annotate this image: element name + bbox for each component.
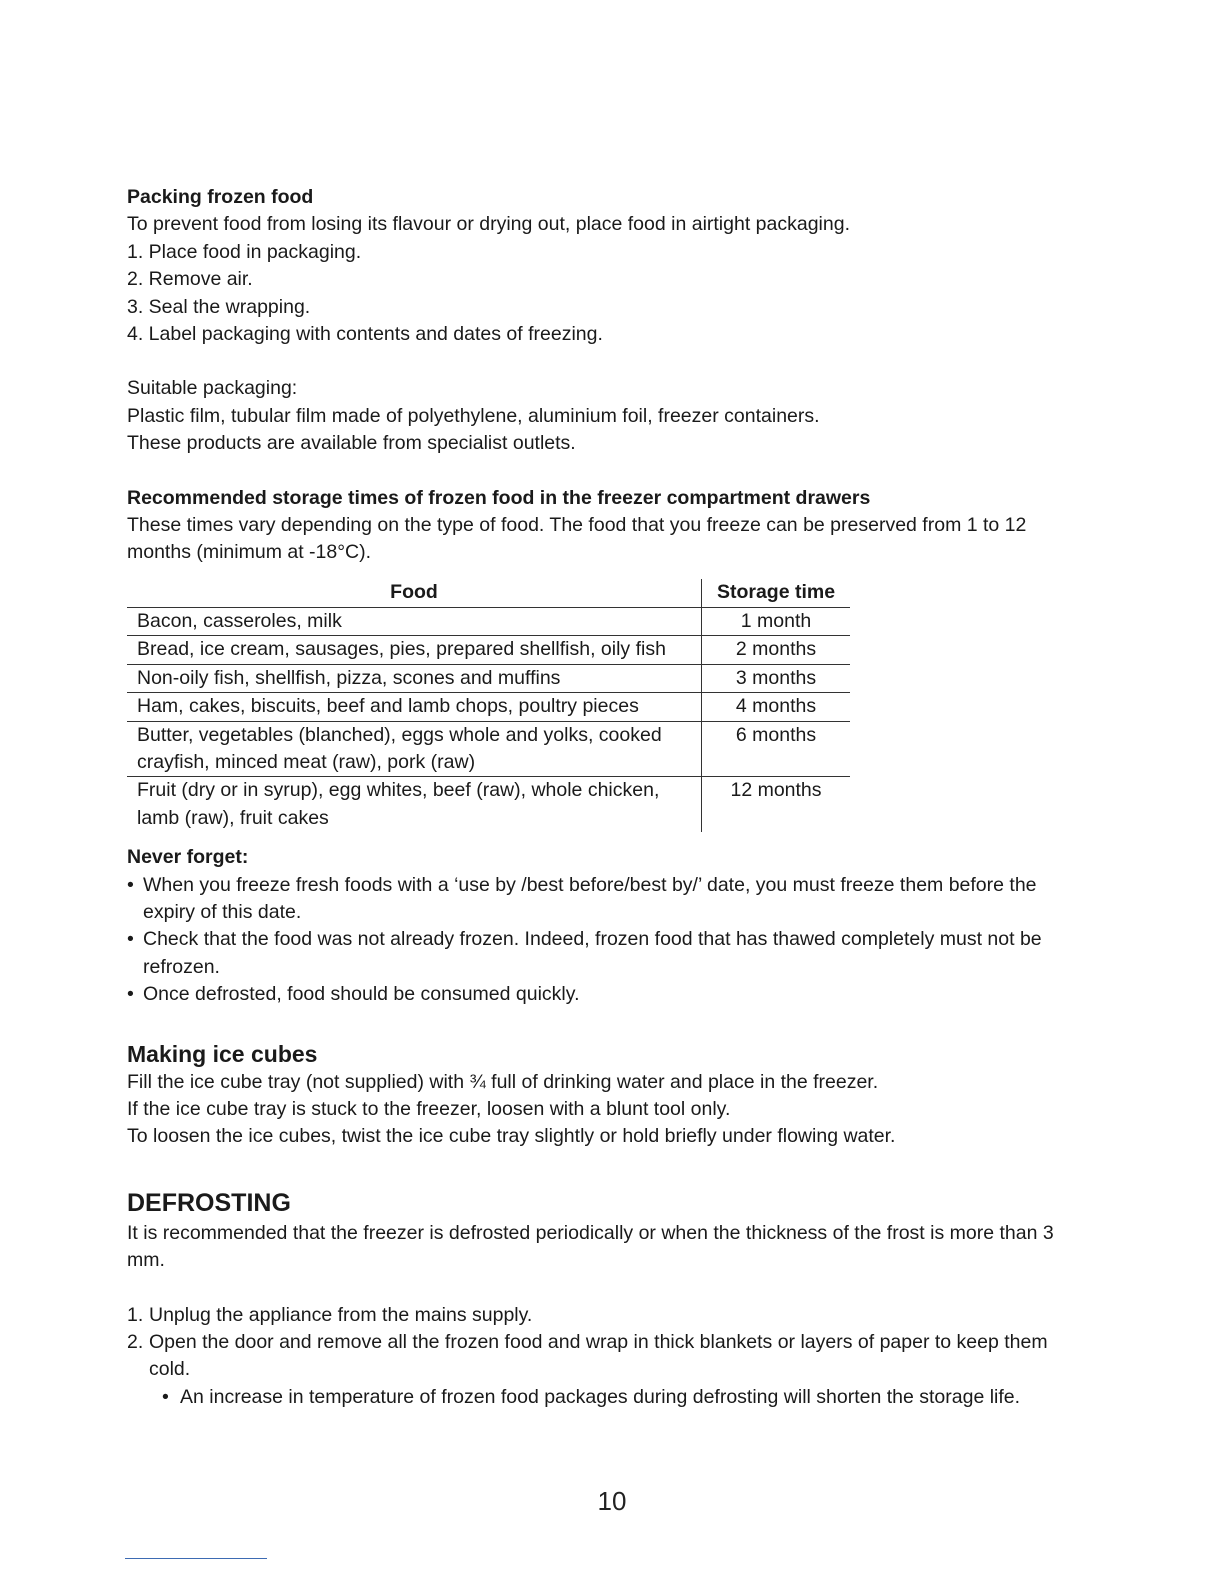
suitable-packaging-note: These products are available from specialist outlets. — [127, 432, 576, 455]
storage-table — [127, 579, 850, 832]
packing-step: 4. Label packaging with contents and dates of freezing. — [127, 323, 603, 346]
page-number: 10 — [597, 1486, 627, 1516]
ice-cubes-heading: Making ice cubes — [127, 1040, 318, 1067]
bullet-icon: • — [162, 1385, 169, 1408]
document-page — [127, 184, 1087, 1411]
storage-heading: Recommended storage times of frozen food in the freezer compartment drawers — [127, 486, 871, 509]
defrosting-intro: It is recommended that the freezer is defrosted periodically or when the thickness of the frost is more than 3 mm. — [127, 1221, 1054, 1272]
footnote-divider — [125, 1558, 267, 1559]
storage-time-cell: 6 months — [702, 721, 851, 777]
suitable-packaging-items: Plastic film, tubular film made of polyethylene, aluminium foil, freezer containers. — [127, 404, 820, 427]
food-cell: Fruit (dry or in syrup), egg whites, beef (raw), whole chicken, lamb (raw), fruit cakes — [137, 779, 660, 829]
food-cell: Non-oily fish, shellfish, pizza, scones and muffins — [127, 664, 702, 692]
packing-step: 2. Remove air. — [127, 268, 253, 291]
packing-steps — [127, 239, 1087, 349]
defrosting-sub-bullet: • An increase in temperature of frozen food packages during defrosting will shorten the storage life. — [127, 1384, 1087, 1411]
defrosting-steps — [127, 1302, 1087, 1384]
storage-intro: These times vary depending on the type of food. The food that you freeze can be preserved from 1 to 12 months (minimum at -18°C). — [127, 514, 1027, 564]
packing-step: 3. Seal the wrapping. — [127, 295, 311, 318]
food-cell: Ham, cakes, biscuits, beef and lamb chops, poultry pieces — [127, 693, 702, 721]
packing-intro: To prevent food from losing its flavour or drying out, place food in airtight packaging. — [127, 213, 850, 236]
suitable-packaging-label: Suitable packaging: — [127, 377, 298, 400]
column-header-food: Food — [127, 579, 702, 608]
ice-cubes-line: If the ice cube tray is stuck to the freezer, loosen with a blunt tool only. — [127, 1097, 731, 1120]
ice-cubes-line: To loosen the ice cubes, twist the ice cube tray slightly or hold briefly under flowing water. — [127, 1125, 896, 1148]
table-row — [127, 693, 850, 721]
table-row — [127, 664, 850, 692]
list-item: • Check that the food was not already frozen. Indeed, frozen food that has thawed completely must not be refrozen. — [127, 928, 1042, 978]
storage-time-cell: 12 months — [702, 777, 851, 832]
food-cell: Bread, ice cream, sausages, pies, prepared shellfish, oily fish — [127, 636, 702, 664]
column-header-storage-time: Storage time — [702, 579, 851, 608]
never-forget-list — [127, 872, 1087, 1009]
table-row — [127, 607, 850, 635]
list-item: 2. Open the door and remove all the frozen food and wrap in thick blankets or layers of paper to keep them cold. — [127, 1331, 1048, 1381]
bullet-icon: • — [127, 928, 134, 951]
table-row — [127, 777, 850, 832]
storage-time-cell: 2 months — [702, 636, 851, 664]
ice-cubes-line: Fill the ice cube tray (not supplied) with ¾ full of drinking water and place in the freezer. — [127, 1070, 879, 1093]
bullet-icon: • — [127, 983, 134, 1006]
storage-time-cell: 4 months — [702, 693, 851, 721]
storage-table-header — [127, 579, 850, 608]
list-item: 1. Unplug the appliance from the mains supply. — [127, 1303, 533, 1326]
food-cell: Butter, vegetables (blanched), eggs whole and yolks, cooked crayfish, minced meat (raw), pork (raw) — [127, 721, 702, 777]
packing-heading: Packing frozen food — [127, 186, 314, 208]
packing-step: 1. Place food in packaging. — [127, 240, 362, 263]
list-item: • Once defrosted, food should be consumed quickly. — [127, 981, 1087, 1008]
defrosting-heading: DEFROSTING — [127, 1188, 291, 1217]
table-row — [127, 721, 850, 777]
storage-time-cell: 1 month — [702, 607, 851, 635]
food-cell: Bacon, casseroles, milk — [127, 607, 702, 635]
storage-time-cell: 3 months — [702, 664, 851, 692]
never-forget-heading: Never forget: — [127, 846, 249, 869]
bullet-icon: • — [127, 873, 134, 896]
table-row — [127, 636, 850, 664]
list-item: • When you freeze fresh foods with a ‘use by /best before/best by/’ date, you must freeze them before the expiry of this date. — [127, 873, 1037, 923]
